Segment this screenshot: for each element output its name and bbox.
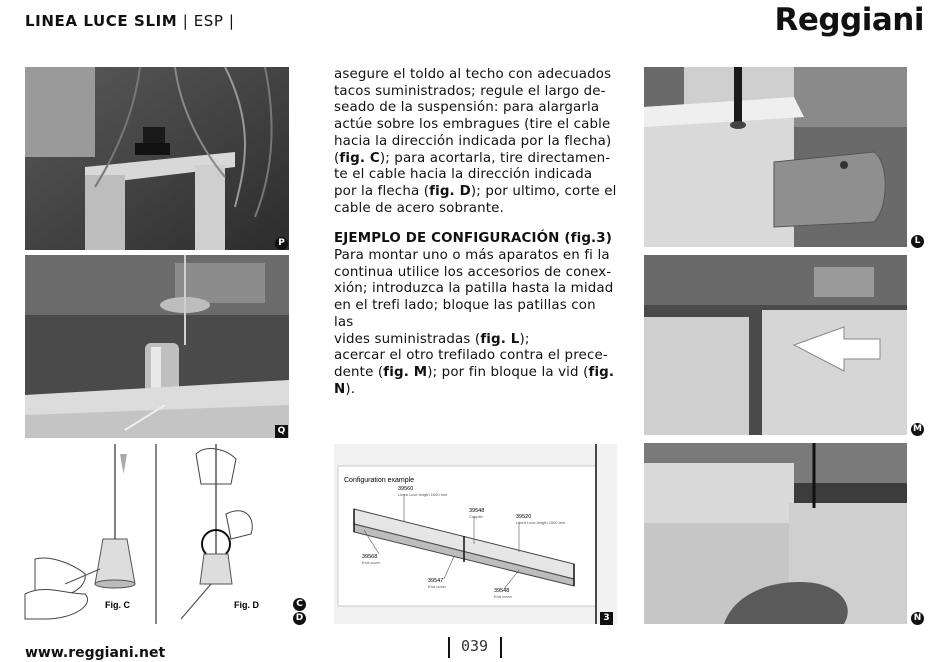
photo-l — [644, 67, 921, 247]
para2-line-3: xión; introduzca la patilla hasta la midad — [334, 281, 614, 297]
label-39548-a: 39548 — [469, 508, 485, 514]
para2-line-2: continua utilice los accesorios de conex- — [334, 264, 612, 280]
para1-line-3: seado de la suspensión: para alargarla — [334, 100, 600, 116]
para1-line-2: tacos suministrados; regule el largo de- — [334, 83, 606, 99]
figure-badge-l: L — [911, 235, 924, 248]
text-run: ). — [345, 381, 356, 397]
photo-m — [644, 255, 922, 435]
figure-badge-c: C — [293, 598, 306, 611]
page-number: 039 — [461, 637, 489, 655]
drawing-c-image — [25, 444, 152, 624]
photo-p — [25, 67, 289, 250]
para1-line-8 — [334, 184, 619, 201]
text-run: por la flecha ( — [334, 183, 430, 199]
para2-line-6: acercar el otro trefilado contra el prece- — [334, 348, 608, 364]
label-39560: 39560 — [398, 486, 414, 492]
figure-badge-q: Q — [275, 425, 288, 438]
text-run: ); para acortarla, tire directamen- — [379, 150, 611, 166]
drawing-title: Configuration example — [344, 477, 415, 484]
figure-badge-n: N — [911, 612, 924, 625]
para1-line-6 — [334, 151, 619, 168]
label-39520: 39520 — [516, 514, 532, 520]
photo-p-image — [25, 67, 289, 250]
drawing-d-image — [156, 444, 289, 624]
text-run: ( — [334, 150, 340, 166]
fig-n-reference: fig. N — [334, 364, 615, 397]
para1-line-4: actúe sobre los embragues (tire el cable — [334, 117, 611, 133]
label-39547: 39547 — [428, 578, 444, 584]
fig-d-caption: Fig. D — [234, 600, 259, 610]
para2-line-1: Para montar uno o más aparatos en fi la — [334, 248, 610, 264]
fig-m-reference: fig. M — [383, 364, 428, 380]
paragraph-gap — [334, 217, 619, 231]
label-39548-b: 39548 — [494, 588, 510, 594]
fig-d-reference: fig. D — [429, 183, 471, 199]
brand-logo: Reggiani — [774, 2, 924, 38]
figure-badge-3: 3 — [600, 612, 613, 625]
fig-c-reference: fig. C — [339, 150, 380, 166]
para1-line-5: hacia la dirección indicada por la flecha) — [334, 133, 612, 149]
figure-badge-d: D — [293, 612, 306, 625]
photo-n — [644, 443, 922, 624]
para2-line-4: en el trefi lado; bloque las patillas con las — [334, 298, 596, 330]
instructions-text — [334, 67, 619, 398]
drawing-c — [25, 444, 152, 624]
page-number-right-bar — [500, 637, 502, 658]
sublabel-end-cover-1: End cover — [362, 560, 381, 565]
text-run: dente ( — [334, 364, 384, 380]
figure-badge-p: P — [275, 237, 288, 250]
photo-l-image — [644, 67, 907, 247]
fig-c-caption: Fig. C — [105, 600, 130, 610]
product-line-title: LINEA LUCE SLIM — [25, 12, 178, 30]
photo-n-image — [644, 443, 907, 624]
text-run: ); por fin bloque la vid ( — [427, 364, 589, 380]
text-run: ); por ultimo, corte el — [470, 183, 617, 199]
configuration-drawing-image — [334, 444, 617, 624]
drawing-d — [156, 444, 304, 624]
sublabel-end-cover-2: End cover — [428, 584, 447, 589]
photo-m-image — [644, 255, 907, 435]
sublabel-39520: Linea Luce length 1500 mm — [516, 520, 566, 525]
footer-website-link[interactable]: www.reggiani.net — [25, 645, 166, 661]
label-39568: 39568 — [362, 554, 378, 560]
para1-line-9: cable de acero sobrante. — [334, 200, 504, 216]
configuration-drawing — [334, 444, 617, 624]
sublabel-end-cover-3: End cover — [494, 594, 513, 599]
sublabel-39560: Linea Luce length 1500 mm — [398, 492, 448, 497]
language-tag: | ESP | — [177, 12, 235, 30]
photo-q — [25, 255, 289, 438]
para2-line-7 — [334, 365, 619, 398]
para1-line-7: te el cable hacia la dirección indicada — [334, 167, 593, 183]
text-run: vides suministradas ( — [334, 331, 481, 347]
fig-l-reference: fig. L — [480, 331, 520, 347]
para2-line-5 — [334, 332, 619, 349]
sublabel-coupler: Coupler — [469, 514, 484, 519]
figure-badge-m: M — [911, 423, 924, 436]
photo-q-image — [25, 255, 289, 438]
document-header — [25, 12, 235, 30]
para1-line-1: asegure el toldo al techo con adecuados — [334, 67, 612, 82]
text-run: ); — [519, 331, 530, 347]
section-heading: EJEMPLO DE CONFIGURACIÓN (fig.3) — [334, 231, 613, 247]
page-number-left-bar — [448, 637, 450, 658]
